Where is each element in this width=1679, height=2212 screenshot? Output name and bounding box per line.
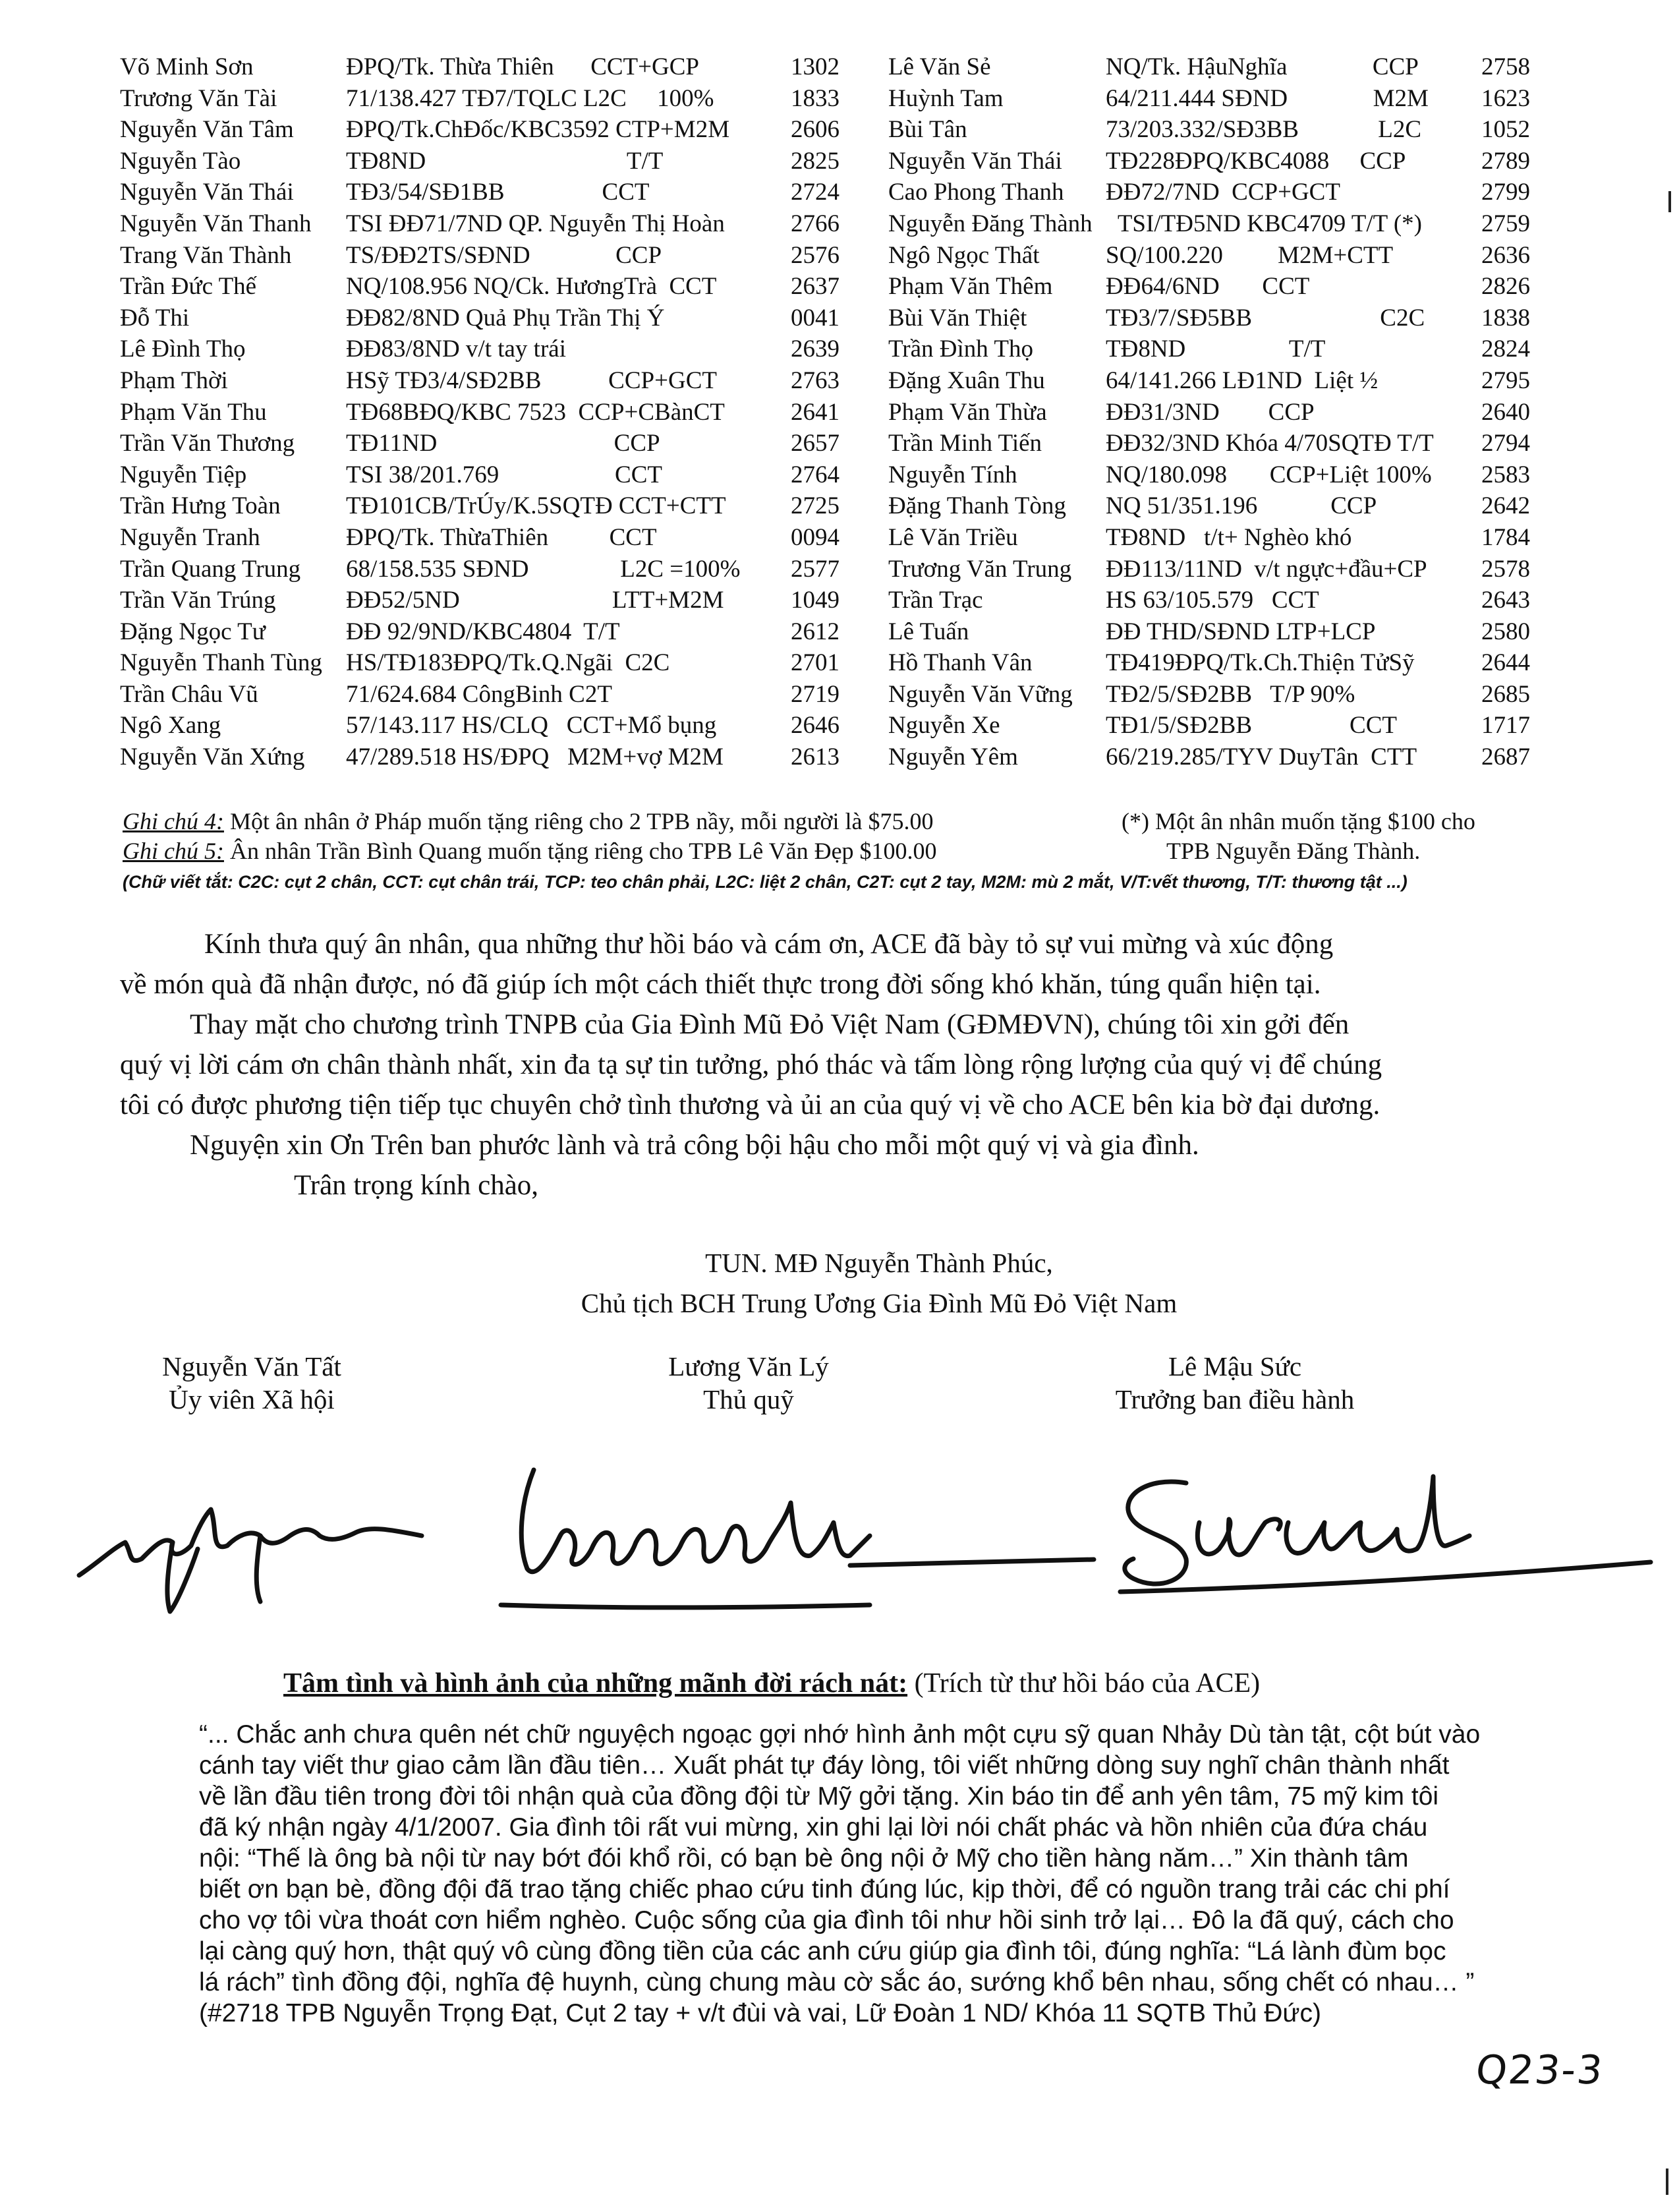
roster-number: 0041 <box>791 304 840 332</box>
roster-row <box>120 271 865 303</box>
roster-detail: TS/ĐĐ2TS/SĐND CCP <box>346 241 662 269</box>
roster-number: 2795 <box>1481 366 1530 394</box>
roster-detail: ĐPQ/Tk.ChĐốc/KBC3592 CTP+M2M <box>346 116 730 144</box>
roster-detail: HSỹ TĐ3/4/SĐ2BB CCP+GCT <box>346 366 717 394</box>
quote-line: biết ơn bạn bè, đồng đội đã trao tặng chiếc phao cứu tinh đúng lúc, kịp thời, để có nguồn trang trải các chi phí <box>199 1875 1450 1904</box>
quote-block <box>199 1719 1583 2029</box>
roster-number: 2825 <box>791 147 840 175</box>
roster-number: 2725 <box>791 492 840 520</box>
quote-line: về lần đầu tiên trong đời tôi nhận quà của đồng đội từ Mỹ gởi tặng. Xin báo tin để anh yên tâm, 75 mỹ kim tôi <box>199 1782 1439 1811</box>
roster-number: 2687 <box>1481 743 1530 771</box>
roster-name: Lê Văn Sẻ <box>888 53 991 80</box>
roster-row <box>888 428 1547 459</box>
roster-name: Phạm Văn Thừa <box>888 398 1047 426</box>
quote-line: cánh tay viết thư giao cảm lần đầu tiên… Xuất phát tự đáy lòng, tôi viết những dòng suy nghĩ chân thành nhất <box>199 1751 1450 1780</box>
roster-detail: ĐĐ52/5ND LTT+M2M <box>346 587 724 614</box>
roster-number: 2583 <box>1481 461 1530 488</box>
roster-name: Nguyễn Văn Xứng <box>120 743 305 771</box>
roster-name: Nguyễn Yêm <box>888 743 1018 771</box>
roster-row <box>888 365 1547 397</box>
section-title-bold: Tâm tình và hình ảnh của những mãnh đời rách nát: <box>283 1668 908 1699</box>
roster-number: 2612 <box>791 618 840 645</box>
roster-name: Đặng Ngọc Tư <box>120 618 266 645</box>
roster-detail: 66/219.285/TYV DuyTân CTT <box>1106 743 1417 771</box>
roster-name: Huỳnh Tam <box>888 84 1004 112</box>
roster-row <box>888 334 1547 365</box>
roster-detail: ĐĐ64/6ND CCT <box>1106 273 1310 301</box>
roster-row <box>120 83 865 115</box>
roster-number: 1717 <box>1481 712 1530 740</box>
star-note-line-1: (*) Một ân nhân muốn tặng $100 cho <box>1122 808 1475 834</box>
roster-detail: NQ/180.098 CCP+Liệt 100% <box>1106 461 1432 488</box>
roster-row <box>120 428 865 459</box>
note-4-label: Ghi chú 4: <box>123 808 224 834</box>
roster-detail: ĐĐ72/7ND CCP+GCT <box>1106 179 1340 206</box>
roster-row <box>888 490 1547 522</box>
note-5-text: Ân nhân Trần Bình Quang muốn tặng riêng cho TPB Lê Văn Đẹp $100.00 <box>223 838 937 864</box>
roster-row <box>120 710 865 742</box>
roster-row <box>888 397 1547 428</box>
signatory-1 <box>54 1350 449 1416</box>
roster-row <box>888 554 1547 585</box>
letter-closing: Trân trọng kính chào, <box>294 1170 539 1201</box>
roster-name: Nguyễn Tính <box>888 461 1017 488</box>
quote-line: lại càng quý hơn, thật quý vô cùng đồng tiền của các anh cứu giúp gia đình tôi, đúng nghĩa: “Lá lành đùm bọc <box>199 1937 1446 1965</box>
roster-number: 2826 <box>1481 273 1530 301</box>
signatory-3-role: Trưởng ban điều hành <box>1115 1384 1355 1414</box>
roster-name: Ngô Ngọc Thất <box>888 241 1040 269</box>
roster-detail: ĐĐ82/8ND Quả Phụ Trần Thị Ý <box>346 304 665 332</box>
quote-line: nội: “Thế là ông bà nội từ nay bớt đói khổ rồi, có bạn bè ông nội ở Mỹ cho tiền hàng năm…” Xin thành tâm <box>199 1844 1409 1873</box>
roster-detail: TĐ8ND T/T <box>346 147 664 175</box>
roster-name: Lê Văn Triều <box>888 523 1018 551</box>
roster-number: 2576 <box>791 241 840 269</box>
roster-number: 2764 <box>791 461 840 488</box>
roster-name: Trần Hưng Toàn <box>120 492 281 520</box>
roster-detail: NQ/108.956 NQ/Ck. HươngTrà CCT <box>346 273 717 301</box>
roster-detail: TĐ1/5/SĐ2BB CCT <box>1106 712 1397 740</box>
roster-number: 2766 <box>791 210 840 237</box>
roster-number: 2763 <box>791 366 840 394</box>
roster-number: 1623 <box>1481 84 1530 112</box>
roster-row <box>120 647 865 679</box>
signatory-1-role: Ủy viên Xã hội <box>169 1384 335 1414</box>
roster-detail: ĐĐ32/3ND Khóa 4/70SQTĐ T/T <box>1106 430 1434 457</box>
roster-detail: TSI ĐĐ71/7ND QP. Nguyễn Thị Hoàn <box>346 210 725 237</box>
letter-p1-line2: về món quà đã nhận được, nó đã giúp ích một cách thiết thực trong đời sống khó khăn, túng quẩn hiện tại. <box>120 969 1321 1000</box>
roster-name: Nguyễn Văn Thái <box>888 147 1062 175</box>
roster-row <box>888 146 1547 177</box>
signatory-3-name: Lê Mậu Sức <box>1168 1351 1302 1382</box>
roster-name: Trương Văn Tài <box>120 84 277 112</box>
signatory-3 <box>1037 1350 1433 1416</box>
roster-name: Trần Đình Thọ <box>888 335 1033 363</box>
roster-detail: ĐPQ/Tk. ThừaThiên CCT <box>346 523 657 551</box>
roster-number: 2758 <box>1481 53 1530 80</box>
roster-number: 2824 <box>1481 335 1530 363</box>
roster-number: 2577 <box>791 555 840 583</box>
roster-row <box>120 365 865 397</box>
signatory-1-name: Nguyễn Văn Tất <box>162 1351 341 1382</box>
quote-line: (#2718 TPB Nguyễn Trọng Đạt, Cụt 2 tay + v/t đùi và vai, Lữ Đoàn 1 ND/ Khóa 11 SQTB Thủ Đức) <box>199 1999 1321 2027</box>
roster-number: 2724 <box>791 179 840 206</box>
roster-detail: 68/158.535 SĐND L2C =100% <box>346 555 741 583</box>
leader-title: Chủ tịch BCH Trung Ương Gia Đình Mũ Đỏ Việt Nam <box>581 1288 1178 1318</box>
roster-detail: 64/141.266 LĐ1ND Liệt ½ <box>1106 366 1379 394</box>
roster-detail: TSI 38/201.769 CCT <box>346 461 662 488</box>
roster-right-column <box>888 51 1547 773</box>
roster-name: Trần Châu Vũ <box>120 680 258 708</box>
roster-detail: ĐĐ31/3ND CCP <box>1106 398 1315 426</box>
letter-p2-line1: Thay mặt cho chương trình TNPB của Gia Đình Mũ Đỏ Việt Nam (GĐMĐVN), chúng tôi xin gởi đến <box>190 1009 1350 1040</box>
letter-p2-line2: quý vị lời cám ơn chân thành nhất, xin đa tạ sự tin tưởng, phó thác và tấm lòng rộng lượng của quý vị để chúng <box>120 1049 1382 1080</box>
quote-line: “... Chắc anh chưa quên nét chữ nguyệch ngoạc gợi nhớ hình ảnh một cựu sỹ quan Nhảy Dù tàn tật, cột bút vào <box>199 1720 1481 1749</box>
leader-name: TUN. MĐ Nguyễn Thành Phúc, <box>705 1248 1053 1278</box>
roster-row <box>120 334 865 365</box>
roster-detail: TĐ228ĐPQ/KBC4088 CCP <box>1106 147 1406 175</box>
roster-detail: ĐĐ83/8ND v/t tay trái <box>346 335 566 363</box>
roster-number: 2641 <box>791 398 840 426</box>
roster-detail: TĐ8ND t/t+ Nghèo khó <box>1106 523 1352 551</box>
abbreviation-legend: (Chữ viết tắt: C2C: cụt 2 chân, CCT: cụt chân trái, TCP: teo chân phải, L2C: liệt 2 chân, C2T: cụt 2 tay, M2M: mù 2 mắt, V/T:vết thương, T/T: thương tật ...) <box>123 872 1408 892</box>
roster-detail: ĐĐ 92/9ND/KBC4804 T/T <box>346 618 620 645</box>
roster-detail: NQ 51/351.196 CCP <box>1106 492 1377 520</box>
roster-name: Trần Văn Trúng <box>120 587 276 614</box>
roster-number: 2639 <box>791 335 840 363</box>
roster-row <box>120 146 865 177</box>
roster-detail: ĐĐ113/11ND v/t ngực+đầu+CP <box>1106 555 1427 583</box>
roster-number: 2799 <box>1481 179 1530 206</box>
roster-name: Nguyễn Đăng Thành <box>888 210 1093 237</box>
roster-row <box>120 742 865 773</box>
roster-detail: 73/203.332/SĐ3BB L2C <box>1106 116 1421 144</box>
roster-name: Trang Văn Thành <box>120 241 292 269</box>
signatory-2-name: Lương Văn Lý <box>668 1351 829 1382</box>
roster-left-column <box>120 51 865 773</box>
roster-row <box>888 271 1547 303</box>
roster-number: 2580 <box>1481 618 1530 645</box>
quote-line: đã ký nhận ngày 4/1/2007. Gia đình tôi rất vui mừng, xin ghi lại lời nói chất phác và hồn nhiên của đứa cháu <box>199 1813 1428 1842</box>
roster-name: Phạm Văn Thêm <box>888 273 1053 301</box>
roster-row <box>888 522 1547 554</box>
roster-name: Nguyễn Văn Vững <box>888 680 1073 708</box>
roster-number: 1052 <box>1481 116 1530 144</box>
roster-row <box>120 303 865 334</box>
roster-number: 2794 <box>1481 430 1530 457</box>
roster-number: 2637 <box>791 273 840 301</box>
roster-name: Hồ Thanh Vân <box>888 649 1033 677</box>
signatory-2 <box>551 1350 946 1416</box>
roster-number: 2789 <box>1481 147 1530 175</box>
roster-detail: TĐ8ND T/T <box>1106 335 1326 363</box>
roster-number: 2701 <box>791 649 840 677</box>
roster-row <box>120 554 865 585</box>
roster-row <box>888 585 1547 616</box>
signature-1-icon <box>79 1509 422 1575</box>
roster-row <box>888 647 1547 679</box>
note-5-label: Ghi chú 5: <box>123 838 224 864</box>
signature-3-icon <box>1125 1476 1469 1584</box>
roster-number: 2719 <box>791 680 840 708</box>
roster-number: 1302 <box>791 53 840 80</box>
roster-number: 2613 <box>791 743 840 771</box>
roster-name: Phạm Thời <box>120 366 228 394</box>
roster-name: Trần Minh Tiến <box>888 430 1042 457</box>
roster-name: Phạm Văn Thu <box>120 398 267 426</box>
roster-detail: TĐ68BĐQ/KBC 7523 CCP+CBànCT <box>346 398 725 426</box>
roster-number: 2657 <box>791 430 840 457</box>
roster-row <box>888 114 1547 146</box>
roster-name: Đỗ Thi <box>120 304 190 332</box>
roster-row <box>120 51 865 83</box>
roster-name: Nguyễn Văn Thanh <box>120 210 312 237</box>
roster-row <box>120 177 865 208</box>
roster-detail: NQ/Tk. HậuNghĩa CCP <box>1106 53 1419 80</box>
roster-row <box>120 679 865 711</box>
roster-row <box>888 742 1547 773</box>
roster-detail: 57/143.117 HS/CLQ CCT+Mổ bụng <box>346 712 717 740</box>
roster-detail: 64/211.444 SĐND M2M <box>1106 84 1429 112</box>
roster-row <box>120 240 865 272</box>
roster-number: 1833 <box>791 84 840 112</box>
note-4-line <box>123 807 1559 836</box>
roster-name: Nguyễn Văn Tâm <box>120 116 294 144</box>
note-4-text: Một ân nhân ở Pháp muốn tặng riêng cho 2 TPB nầy, mỗi người là $75.00 <box>223 808 934 834</box>
roster-detail: TSI/TĐ5ND KBC4709 T/T (*) <box>1106 210 1422 237</box>
roster-name: Cao Phong Thanh <box>888 179 1064 206</box>
roster-name: Trương Văn Trung <box>888 555 1072 583</box>
roster-number: 2636 <box>1481 241 1530 269</box>
signature-2-icon <box>521 1470 870 1572</box>
roster-detail: 47/289.518 HS/ĐPQ M2M+vợ M2M <box>346 743 724 771</box>
roster-name: Lê Đình Thọ <box>120 335 246 363</box>
roster-row <box>888 616 1547 648</box>
roster-number: 2646 <box>791 712 840 740</box>
roster-row <box>888 177 1547 208</box>
roster-name: Nguyễn Tiệp <box>120 461 247 488</box>
letter-p2-line3: tôi có được phương tiện tiếp tục chuyên chở tình thương và ủi an của quý vị về cho ACE bên kia bờ đại dương. <box>120 1090 1380 1121</box>
roster-detail: HS/TĐ183ĐPQ/Tk.Q.Ngãi C2C <box>346 649 670 677</box>
section-subtitle: (Trích từ thư hồi báo của ACE) <box>907 1668 1261 1699</box>
roster-name: Lê Tuấn <box>888 618 969 645</box>
roster-name: Nguyễn Xe <box>888 712 1000 740</box>
roster-detail: TĐ2/5/SĐ2BB T/P 90% <box>1106 680 1355 708</box>
roster-detail: 71/138.427 TĐ7/TQLC L2C 100% <box>346 84 714 112</box>
roster-detail: ĐPQ/Tk. Thừa Thiên CCT+GCP <box>346 53 699 80</box>
page-code: Q23-3 <box>1473 2047 1607 2093</box>
roster-number: 2644 <box>1481 649 1530 677</box>
roster-row <box>888 459 1547 491</box>
star-note-line-2: TPB Nguyễn Đăng Thành. <box>1166 838 1421 864</box>
roster-detail: TĐ3/54/SĐ1BB CCT <box>346 179 650 206</box>
roster-detail: SQ/100.220 M2M+CTT <box>1106 241 1394 269</box>
roster-number: 1838 <box>1481 304 1530 332</box>
note-5-line <box>123 836 1559 866</box>
roster-row <box>120 459 865 491</box>
signatory-2-role: Thủ quỹ <box>703 1384 794 1414</box>
roster-number: 2642 <box>1481 492 1530 520</box>
roster-detail: TĐ3/7/SĐ5BB C2C <box>1106 304 1425 332</box>
roster-row <box>888 710 1547 742</box>
roster-name: Bùi Tân <box>888 116 967 144</box>
roster-name: Đặng Xuân Thu <box>888 366 1045 394</box>
roster-name: Trần Trạc <box>888 587 983 614</box>
roster-row <box>888 240 1547 272</box>
roster-name: Võ Minh Sơn <box>120 53 254 80</box>
roster-name: Trần Đức Thế <box>120 273 257 301</box>
scan-edge-mark <box>1666 2168 1668 2195</box>
roster-number: 2606 <box>791 116 840 144</box>
roster-number: 0094 <box>791 523 840 551</box>
roster-name: Đặng Thanh Tòng <box>888 492 1066 520</box>
roster-number: 2759 <box>1481 210 1530 237</box>
roster-name: Nguyễn Tào <box>120 147 241 175</box>
roster-detail: HS 63/105.579 CCT <box>1106 587 1319 614</box>
roster-row <box>120 585 865 616</box>
roster-detail: TĐ101CB/TrÚy/K.5SQTĐ CCT+CTT <box>346 492 726 520</box>
roster-row <box>120 397 865 428</box>
roster-name: Nguyễn Văn Thái <box>120 179 294 206</box>
roster-row <box>120 522 865 554</box>
roster-row <box>120 490 865 522</box>
scan-edge-mark <box>1668 191 1671 212</box>
signatures-graphic <box>0 1437 1679 1635</box>
roster-name: Bùi Văn Thiệt <box>888 304 1027 332</box>
roster-number: 2643 <box>1481 587 1530 614</box>
roster-number: 2640 <box>1481 398 1530 426</box>
roster-detail: 71/624.684 CôngBinh C2T <box>346 680 612 708</box>
quote-line: lá rách” tình đồng đội, nghĩa đệ huynh, cùng chung màu cờ sắc áo, sướng khổ bên nhau, sống chết có nhau… ” <box>199 1968 1475 1996</box>
roster-number: 1049 <box>791 587 840 614</box>
letter-body <box>120 924 1570 1206</box>
roster-row <box>888 83 1547 115</box>
roster-number: 2578 <box>1481 555 1530 583</box>
roster-name: Trần Văn Thương <box>120 430 295 457</box>
roster-name: Ngô Xang <box>120 712 221 740</box>
letter-p1-line1: Kính thưa quý ân nhân, qua những thư hồi báo và cám ơn, ACE đã bày tỏ sự vui mừng và xúc động <box>204 929 1334 960</box>
roster-row <box>120 616 865 648</box>
quote-line: cho vợ tôi vừa thoát cơn hiểm nghèo. Cuộc sống của gia đình tôi như hồi sinh trở lại… Đô la đã quý, cách cho <box>199 1906 1454 1935</box>
roster-name: Nguyễn Tranh <box>120 523 260 551</box>
roster-row <box>120 208 865 240</box>
letter-p3-line1: Nguyện xin Ơn Trên ban phước lành và trả công bội hậu cho mỗi một quý vị và gia đình. <box>190 1130 1199 1161</box>
roster-name: Nguyễn Thanh Tùng <box>120 649 322 677</box>
roster-number: 1784 <box>1481 523 1530 551</box>
roster-row <box>120 114 865 146</box>
leader-block <box>0 1243 1679 1324</box>
section-title <box>283 1668 1260 1699</box>
roster-row <box>888 679 1547 711</box>
roster-row <box>888 303 1547 334</box>
roster-name: Trần Quang Trung <box>120 555 301 583</box>
notes-block <box>123 807 1559 896</box>
roster-number: 2685 <box>1481 680 1530 708</box>
roster-detail: TĐ11ND CCP <box>346 430 660 457</box>
roster-row <box>888 208 1547 240</box>
roster-row <box>888 51 1547 83</box>
roster-detail: TĐ419ĐPQ/Tk.Ch.Thiện TửSỹ <box>1106 649 1415 677</box>
roster-detail: ĐĐ THD/SĐND LTP+LCP <box>1106 618 1376 645</box>
